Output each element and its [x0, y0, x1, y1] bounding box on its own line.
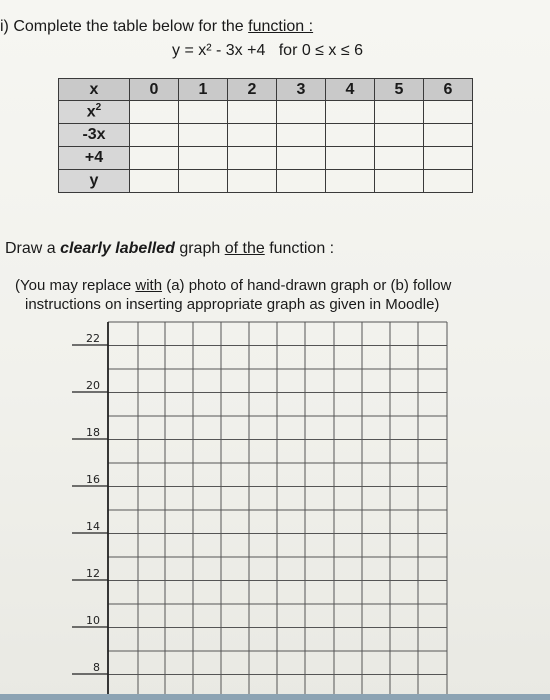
- table-cell[interactable]: [326, 124, 375, 147]
- table-cell[interactable]: [228, 147, 277, 170]
- table-cell[interactable]: [277, 170, 326, 193]
- table-cell[interactable]: [424, 124, 473, 147]
- y-tick-label: 22: [86, 332, 100, 345]
- table-cell[interactable]: [375, 170, 424, 193]
- table-cell[interactable]: [130, 170, 179, 193]
- domain: for 0 ≤ x ≤ 6: [278, 42, 363, 59]
- table-cell[interactable]: [228, 101, 277, 124]
- table-row: [59, 124, 473, 147]
- x-value: 1: [179, 79, 228, 101]
- screen-bottom-edge: [0, 694, 550, 700]
- x-value: 3: [277, 79, 326, 101]
- question-lead: Complete the table below for the: [13, 18, 244, 35]
- table-cell[interactable]: [179, 101, 228, 124]
- equation: y = x² - 3x +4: [172, 42, 266, 59]
- table-cell[interactable]: [179, 147, 228, 170]
- table-cell[interactable]: [424, 101, 473, 124]
- underlined-text: of the: [224, 240, 265, 257]
- row-label: x: [59, 79, 130, 101]
- row-label: y: [59, 170, 130, 193]
- row-label: $x^2$: [59, 101, 130, 124]
- values-table: [58, 78, 473, 193]
- equation-line: [172, 42, 363, 60]
- table-cell[interactable]: [375, 124, 424, 147]
- function-link[interactable]: function :: [248, 18, 314, 35]
- graph-grid[interactable]: [0, 318, 550, 694]
- y-tick-label: 12: [86, 567, 100, 580]
- table-row: [59, 147, 473, 170]
- replace-note: (You may replace with (a) photo of hand-drawn graph or (b) follow instructions on inserting appropriate graph as given in Moodle): [15, 277, 452, 313]
- table-cell[interactable]: [424, 170, 473, 193]
- table-cell[interactable]: [277, 101, 326, 124]
- table-cell[interactable]: [326, 147, 375, 170]
- table-cell[interactable]: [326, 170, 375, 193]
- table-cell[interactable]: [130, 101, 179, 124]
- x-value: 2: [228, 79, 277, 101]
- question-heading: [0, 18, 313, 36]
- table-cell[interactable]: [326, 101, 375, 124]
- y-tick-label: 18: [86, 426, 100, 439]
- table-cell[interactable]: [277, 147, 326, 170]
- table-cell[interactable]: [228, 170, 277, 193]
- question-marker: i): [0, 18, 9, 35]
- emphasis-text: clearly labelled: [60, 240, 175, 257]
- table-row: [59, 101, 473, 124]
- table-cell[interactable]: [375, 101, 424, 124]
- x-value: 0: [130, 79, 179, 101]
- y-tick-label: 8: [93, 661, 100, 674]
- x-value: 4: [326, 79, 375, 101]
- draw-instruction: Draw a clearly labelled graph of the function :: [5, 240, 335, 257]
- table-cell[interactable]: [424, 147, 473, 170]
- y-tick-label: 20: [86, 379, 100, 392]
- table-cell[interactable]: [179, 170, 228, 193]
- table-cell[interactable]: [277, 124, 326, 147]
- row-label: -3x: [59, 124, 130, 147]
- table-cell[interactable]: [130, 147, 179, 170]
- table-cell[interactable]: [375, 147, 424, 170]
- y-tick-label: 14: [86, 520, 100, 533]
- underlined-with: with: [135, 277, 163, 294]
- y-tick-label: 10: [86, 614, 100, 627]
- x-row: [59, 79, 473, 101]
- table-row: [59, 170, 473, 193]
- x-value: 6: [424, 79, 473, 101]
- table-cell[interactable]: [228, 124, 277, 147]
- y-tick-label: 16: [86, 473, 100, 486]
- x-value: 5: [375, 79, 424, 101]
- table-cell[interactable]: [130, 124, 179, 147]
- row-label: +4: [59, 147, 130, 170]
- table-cell[interactable]: [179, 124, 228, 147]
